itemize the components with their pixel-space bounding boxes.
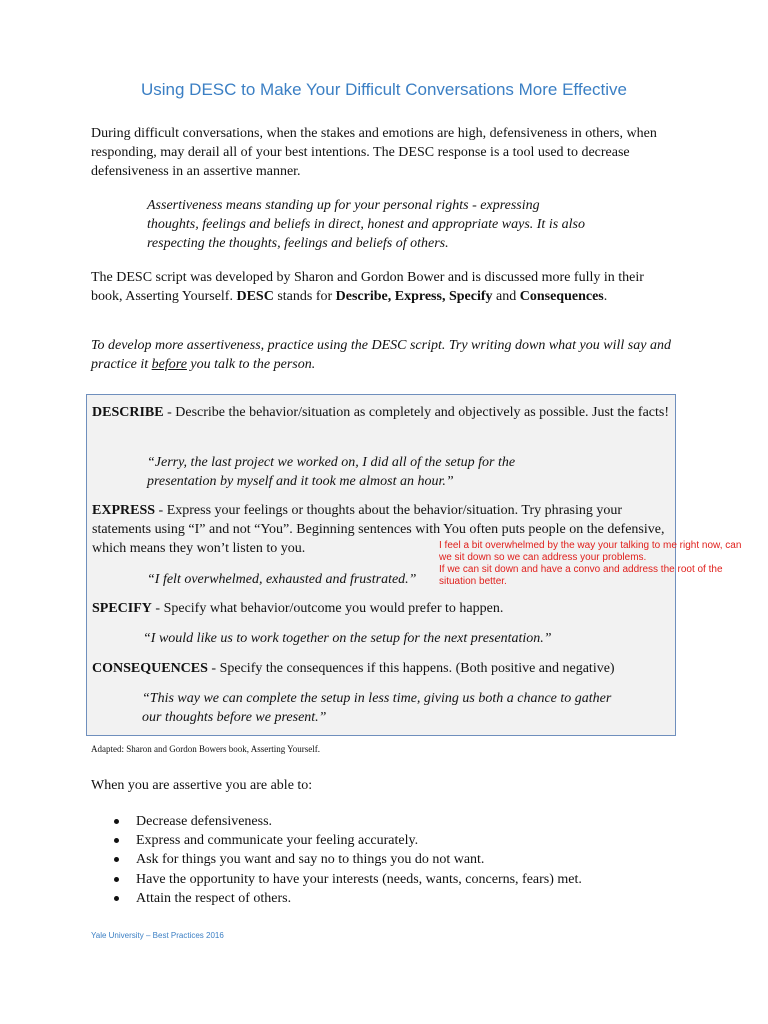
specify-text: - Specify what behavior/outcome you would prefer to happen.	[151, 601, 504, 616]
consequences-label: CONSEQUENCES	[92, 661, 208, 676]
desc-script-paragraph	[91, 268, 671, 306]
list-item: Decrease defensiveness.	[112, 812, 582, 831]
intro-paragraph: During difficult conversations, when the stakes and emotions are high, defensiveness in others, when responding, may derail all of your best intentions. The DESC response is a tool used to decrease defensiveness in an assertive manner.	[91, 126, 657, 179]
express-label: EXPRESS	[92, 503, 156, 518]
script-text-4: .	[603, 289, 608, 304]
page-footer: Yale University – Best Practices 2016	[91, 931, 224, 940]
specify-paragraph	[92, 599, 672, 618]
list-item: Have the opportunity to have your interests (needs, wants, concerns, fears) met.	[112, 870, 582, 889]
consequences-paragraph	[92, 659, 672, 678]
handwritten-annotation	[439, 540, 754, 588]
list-item: Ask for things you want and say no to things you do not want.	[112, 850, 582, 869]
consequences-example: “This way we can complete the setup in less time, giving us both a chance to gather our thoughts before we present.”	[142, 691, 612, 725]
describe-paragraph	[92, 403, 672, 422]
express-text: - Express your feelings or thoughts about the behavior/situation. Try phrasing your statements using “I” and not “You”. Beginning sentences with You often puts people on the defensive, which means they won’t listen to you.	[92, 503, 665, 556]
practice-text-2: you talk to the person.	[186, 357, 316, 372]
annotation-line-2: If we can sit down and have a convo and address the root of the situation better.	[439, 564, 723, 587]
specify-example: “I would like us to work together on the setup for the next presentation.”	[143, 631, 552, 646]
describe-text: - Describe the behavior/situation as completely and objectively as possible. Just the facts!	[163, 405, 670, 420]
desc-terms: Describe, Express, Specify	[335, 289, 493, 304]
assertive-benefits-list	[112, 812, 582, 908]
list-item: Attain the respect of others.	[112, 889, 582, 908]
script-text-1: The DESC script was developed by Sharon and Gordon Bower and is discussed more fully in their book, Asserting Yourself.	[91, 270, 644, 304]
consequences-text: - Specify the consequences if this happens. (Both positive and negative)	[207, 661, 615, 676]
describe-label: DESCRIBE	[92, 405, 164, 420]
page-title: Using DESC to Make Your Difficult Conversations More Effective	[141, 80, 627, 99]
practice-text-1: To develop more assertiveness, practice using the DESC script. Try writing down what you will say and practice it	[91, 338, 671, 372]
script-text-3: and	[492, 289, 520, 304]
source-note: Adapted: Sharon and Gordon Bowers book, Asserting Yourself.	[91, 744, 320, 754]
practice-paragraph	[91, 336, 671, 374]
express-example: “I felt overwhelmed, exhausted and frustrated.”	[147, 572, 417, 587]
script-text-2: stands for	[273, 289, 336, 304]
describe-example: “Jerry, the last project we worked on, I did all of the setup for the presentation by myself and it took me almost an hour.”	[147, 455, 516, 489]
desc-term: DESC	[236, 289, 274, 304]
assertiveness-quote: Assertiveness means standing up for your personal rights - expressing thoughts, feelings and beliefs in direct, honest and appropriate ways. It is also respecting the thoughts, feelings and beliefs of others.	[147, 198, 585, 251]
consequences-term: Consequences	[519, 289, 604, 304]
before-word: before	[151, 357, 187, 372]
specify-label: SPECIFY	[92, 601, 152, 616]
annotation-line-1: I feel a bit overwhelmed by the way your talking to me right now, can we sit down so we can address your problems.	[439, 540, 742, 563]
assertive-intro: When you are assertive you are able to:	[91, 778, 313, 793]
list-item: Express and communicate your feeling accurately.	[112, 831, 582, 850]
